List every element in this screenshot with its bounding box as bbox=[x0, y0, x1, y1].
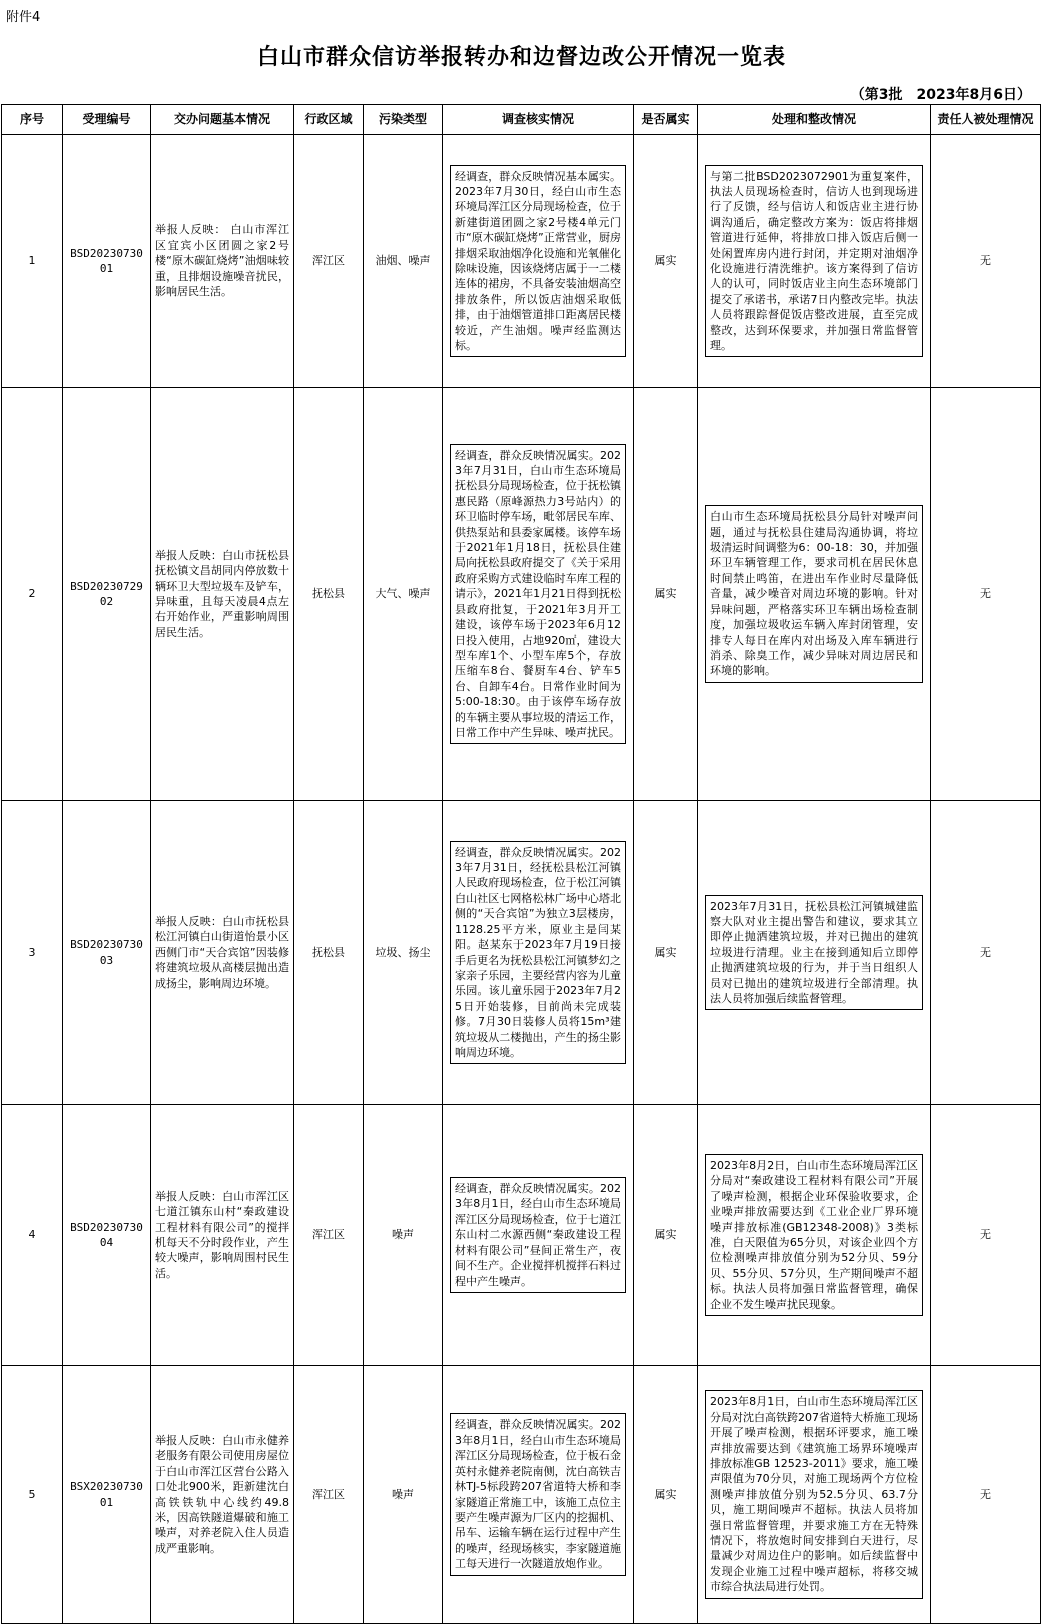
col-header-no: 序号 bbox=[2, 105, 63, 135]
batch-date: （第3批 2023年8月6日） bbox=[850, 87, 1031, 103]
row-issue: 举报人反映：白山市抚松县松江河镇白山街道怡景小区西侧门市“天合宾馆”因装修将建筑垃圾从高楼层抛出造成扬尘，影响周边环境。 bbox=[151, 801, 294, 1105]
row-region: 抚松县 bbox=[294, 801, 364, 1105]
row-responsible: 无 bbox=[931, 1105, 1041, 1366]
row-handling bbox=[698, 1105, 931, 1366]
table-row bbox=[2, 135, 1041, 388]
table-row bbox=[2, 1105, 1041, 1366]
col-header-investigation: 调查核实情况 bbox=[443, 105, 634, 135]
row-code: BSD2023073001 bbox=[63, 135, 151, 388]
row-investigation-text: 经调查，群众反映情况属实。2023年7月31日，经抚松县松江河镇人民政府现场检查，位于松江河镇白山社区七网格松林广场中心塔北侧的“天合宾馆”为独立3层楼房，1128.25平方米，原业主是闫某阳。赵某东于2023年7月19日接手后更名为抚松县松江河镇梦幻之家亲子乐园，主要经营内容为儿童乐园。该儿童乐园于2023年7月25日开始装修，目前尚未完成装修。7月30日装修人员将15m³建筑垃圾从二楼抛出，产生的扬尘影响周边环境。 bbox=[450, 841, 626, 1065]
row-investigation bbox=[443, 1105, 634, 1366]
row-investigation-text: 经调查，群众反映情况属实。2023年8月1日，经白山市生态环境局浑江区分局现场检查，位于板石金英村永健养老院南侧，沈白高铁吉林TJ-5标段跨207省道特大桥和李家隧道正常施工中，该施工点位主要产生噪声源为厂区内的挖掘机、吊车、运输车辆在运行过程中产生的噪声，经现场核实，李家隧道施工每天进行一次隧道放炮作业。 bbox=[450, 1413, 626, 1575]
attachment-label: 附件4 bbox=[6, 10, 41, 25]
row-issue: 举报人反映：白山市抚松县抚松镇文昌胡同内停放数十辆环卫大型垃圾车及铲车，异味重，且每天凌晨4点左右开始作业，严重影响周围居民生活。 bbox=[151, 388, 294, 801]
col-header-pollution: 污染类型 bbox=[364, 105, 443, 135]
row-region: 浑江区 bbox=[294, 1366, 364, 1624]
row-investigation bbox=[443, 135, 634, 388]
row-code: BSD2023073003 bbox=[63, 801, 151, 1105]
row-handling-text: 2023年8月2日，白山市生态环境局浑江区分局对“秦政建设工程材料有限公司”开展了噪声检测，根据企业环保验收要求，企业噪声排放需要达到《工业企业厂界环境噪声排放标准(GB12348-2008)》3类标准，白天限值为65分贝，对该企业四个方位检测噪声排放值分别为52分贝、59分贝、55分贝、57分贝，生产期间噪声不超标。执法人员将加强日常监督管理，确保企业不发生噪声扰民现象。 bbox=[705, 1154, 923, 1316]
row-investigation bbox=[443, 1366, 634, 1624]
row-code: BSX2023073001 bbox=[63, 1366, 151, 1624]
row-code: BSD2023072902 bbox=[63, 388, 151, 801]
row-no: 2 bbox=[2, 388, 63, 801]
page-title: 白山市群众信访举报转办和边督边改公开情况一览表 bbox=[256, 45, 786, 70]
table-row bbox=[2, 388, 1041, 801]
col-header-issue: 交办问题基本情况 bbox=[151, 105, 294, 135]
row-issue: 举报人反映： 白山市浑江区宜宾小区团圆之家2号楼“原木碳缸烧烤”油烟味较重，且排烟设施噪音扰民，影响居民生活。 bbox=[151, 135, 294, 388]
row-code: BSD2023073004 bbox=[63, 1105, 151, 1366]
row-handling-text: 与第二批BSD2023072901为重复案件，执法人员现场检查时，信访人也到现场进行了反馈，经与信访人和饭店业主进行协调沟通后，确定整改方案为：饭店将排烟管道进行延伸，将排放口排入饭店后侧一处闲置库房内进行封闭，并定期对油烟净化设施进行清洗维护。该方案得到了信访人的认可，同时饭店业主向生态环境部门提交了承诺书，承诺7日内整改完毕。执法人员将跟踪督促饭店整改进展，直至完成整改，达到环保要求，并加强日常监督管理。 bbox=[705, 165, 923, 358]
row-responsible: 无 bbox=[931, 1366, 1041, 1624]
row-pollution: 大气、噪声 bbox=[364, 388, 443, 801]
row-verified: 属实 bbox=[634, 135, 698, 388]
row-no: 1 bbox=[2, 135, 63, 388]
row-issue: 举报人反映：白山市永健养老服务有限公司使用房屋位于白山市浑江区营台公路入口处北900米，距新建沈白高铁铁轨中心线约49.8米，因高铁隧道爆破和施工噪声，对养老院入住人员造成严重影响。 bbox=[151, 1366, 294, 1624]
row-responsible: 无 bbox=[931, 135, 1041, 388]
row-handling bbox=[698, 801, 931, 1105]
row-verified: 属实 bbox=[634, 388, 698, 801]
table-row bbox=[2, 801, 1041, 1105]
col-header-region: 行政区域 bbox=[294, 105, 364, 135]
row-verified: 属实 bbox=[634, 1366, 698, 1624]
row-handling-text: 2023年7月31日，抚松县松江河镇城建监察大队对业主提出警告和建议，要求其立即停止抛洒建筑垃圾，并对已抛出的建筑垃圾进行清理。业主在接到通知后立即停止抛洒建筑垃圾的行为，并于当日组织人员对已抛出的建筑垃圾进行全部清理。执法人员将加强后续监督管理。 bbox=[705, 895, 923, 1011]
row-investigation-text: 经调查，群众反映情况属实。2023年7月31日，白山市生态环境局抚松县分局现场检查，位于抚松镇惠民路（原峰源热力3号站内）的环卫临时停车场，毗邻居民车库、供热泵站和县委家属楼。该停车场于2021年1月18日，抚松县住建局向抚松县政府提交了《关于采用政府采购方式建设临时车库工程的请示》，2021年1月21日得到抚松县政府批复，于2021年3月开工建设，该停车场于2023年6月12日投入使用，占地920㎡，建设大型车库1个、小型车库5个，存放压缩车8台、餐厨车4台、铲车5台、自卸车4台。日常作业时间为5:00-18:30。由于该停车场存放的车辆主要从事垃圾的清运工作，日常工作中产生异味、噪声扰民。 bbox=[450, 444, 626, 745]
row-handling-text: 白山市生态环境局抚松县分局针对噪声问题，通过与抚松县住建局沟通协调，将垃圾清运时间调整为6：00-18：30，并加强环卫车辆管理工作，要求司机在居民休息时间禁止鸣笛，在进出车作业时尽量降低音量，减少噪音对周边环境的影响。针对异味问题，严格落实环卫车辆出场检查制度，加强垃圾收运车辆入库封闭管理，安排专人每日在库内对出场及入库车辆进行消杀、除臭工作，减少异味对周边居民和环境的影响。 bbox=[705, 505, 923, 682]
row-region: 抚松县 bbox=[294, 388, 364, 801]
row-investigation bbox=[443, 801, 634, 1105]
row-handling-text: 2023年8月1日，白山市生态环境局浑江区分局对沈白高铁跨207省道特大桥施工现场开展了噪声检测，根据环评要求，施工噪声排放需要达到《建筑施工场界环境噪声排放标准GB 12523-2011》要求，施工噪声限值为70分贝，对施工现场两个方位检测噪声排放值分别为52.5分贝、63.7分贝，施工期间噪声不超标。执法人员将加强日常监督管理，并要求施工方在无特殊情况下，将放炮时间安排到白天进行，尽量减少对周边住户的影响。如后续监督中发现企业施工过程中噪声超标，将移交城市综合执法局进行处罚。 bbox=[705, 1390, 923, 1598]
complaints-table bbox=[1, 104, 1041, 1624]
row-handling bbox=[698, 1366, 931, 1624]
col-header-verified: 是否属实 bbox=[634, 105, 698, 135]
row-verified: 属实 bbox=[634, 1105, 698, 1366]
row-investigation-text: 经调查，群众反映情况属实。2023年8月1日，经白山市生态环境局浑江区分局现场检查，位于七道江东山村二水源西侧“秦政建设工程材料有限公司”昼间正常生产，夜间不生产。企业搅拌机搅拌石料过程中产生噪声。 bbox=[450, 1177, 626, 1293]
row-no: 4 bbox=[2, 1105, 63, 1366]
row-issue: 举报人反映：白山市浑江区七道江镇东山村“秦政建设工程材料有限公司”的搅拌机每天不分时段作业，产生较大噪声，影响周围村民生活。 bbox=[151, 1105, 294, 1366]
row-investigation-text: 经调查，群众反映情况基本属实。2023年7月30日，经白山市生态环境局浑江区分局现场检查，位于新建街道团圆之家2号楼4单元门市“原木碳缸烧烤”正常营业，厨房排烟采取油烟净化设施和光氧催化除味设施，因该烧烤店属于一二楼连体的裙房，不具备安装油烟高空排放条件，所以饭店油烟采取低排，由于油烟管道排口距离居民楼较近，产生油烟。噪声经监测达标。 bbox=[450, 165, 626, 358]
row-pollution: 噪声 bbox=[364, 1105, 443, 1366]
row-pollution: 噪声 bbox=[364, 1366, 443, 1624]
row-pollution: 垃圾、扬尘 bbox=[364, 801, 443, 1105]
row-investigation bbox=[443, 388, 634, 801]
col-header-responsible: 责任人被处理情况 bbox=[931, 105, 1041, 135]
col-header-code: 受理编号 bbox=[63, 105, 151, 135]
row-responsible: 无 bbox=[931, 388, 1041, 801]
header-row bbox=[2, 105, 1041, 135]
row-responsible: 无 bbox=[931, 801, 1041, 1105]
row-handling bbox=[698, 135, 931, 388]
row-region: 浑江区 bbox=[294, 135, 364, 388]
row-pollution: 油烟、噪声 bbox=[364, 135, 443, 388]
table-row bbox=[2, 1366, 1041, 1624]
row-no: 3 bbox=[2, 801, 63, 1105]
row-handling bbox=[698, 388, 931, 801]
row-no: 5 bbox=[2, 1366, 63, 1624]
col-header-handling: 处理和整改情况 bbox=[698, 105, 931, 135]
row-verified: 属实 bbox=[634, 801, 698, 1105]
row-region: 浑江区 bbox=[294, 1105, 364, 1366]
